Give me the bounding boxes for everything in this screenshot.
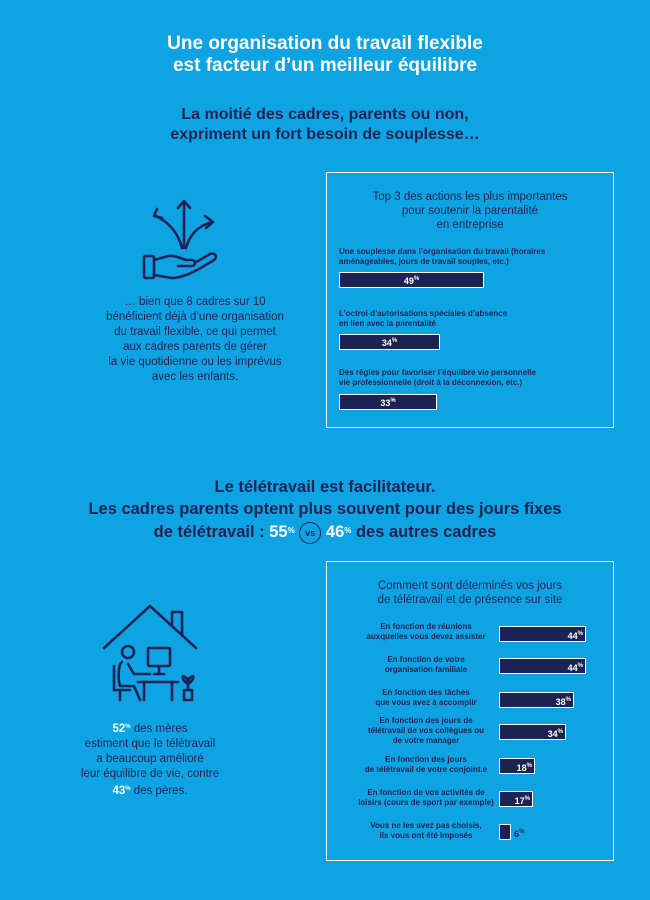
reason-label-line: En fonction des tâches: [382, 688, 470, 697]
reason-bar-value: [568, 628, 583, 643]
reason-bar-value: [556, 694, 571, 709]
percent-sign: %: [413, 276, 420, 282]
parents-value: 55: [269, 523, 288, 541]
reason-label-line: organisation familiale: [384, 665, 468, 674]
reason-value: 44: [567, 663, 578, 673]
box-title-line: de télétravail et de présence sur site: [377, 594, 563, 606]
headline-line-2: Les cadres parents optent plus souvent pour des jours fixes: [88, 500, 562, 518]
reason-label-line: Vous ne les avez pas choisis,: [370, 821, 482, 830]
action-bar-value: 49: [403, 276, 414, 286]
reason-label-5: [337, 755, 515, 775]
percent-sign: %: [577, 663, 583, 669]
percent-sign: %: [577, 631, 583, 637]
action-bar-3: [339, 394, 437, 410]
percent-sign: %: [526, 763, 532, 769]
percent-sign: %: [287, 526, 295, 535]
reason-label-line: En fonction des jours de: [379, 716, 473, 725]
page-title-line-1: Une organisation du travail flexible: [167, 33, 483, 54]
percent-sign: %: [344, 526, 352, 535]
percent-sign: %: [557, 729, 563, 735]
reason-bar-4: [499, 724, 566, 740]
reason-value: 6: [514, 829, 520, 839]
action-label-line: vie professionnelle (droit à la déconnexion, etc.): [339, 378, 523, 387]
reason-label-3: [337, 688, 515, 708]
reason-bar-1: [499, 626, 586, 642]
action-bar-2: [339, 334, 440, 350]
mothers-text: des mères: [130, 723, 188, 735]
fathers-value: 43: [112, 785, 126, 797]
teletravail-days-title: [327, 579, 613, 607]
reason-label-line: loisirs (cours de sport par exemple): [358, 798, 494, 807]
left-text-line: aux cadres parents de gérer: [123, 341, 267, 353]
others-percent: [326, 523, 351, 541]
left-text-line: avec les enfants.: [151, 371, 239, 383]
headline-prefix: de télétravail :: [153, 523, 270, 541]
reason-bar-value: [548, 726, 563, 741]
reason-label-line: de votre manager: [392, 736, 460, 745]
left-text-line: a beaucoup amélioré: [96, 753, 204, 765]
headline-suffix: des autres cadres: [351, 523, 497, 541]
home-office-worker-icon: [100, 600, 200, 702]
percent-sign: %: [390, 398, 396, 404]
left-text-block-1: [70, 295, 320, 385]
reason-label-line: télétravail de vos collègues ou: [367, 726, 485, 735]
box-title-line: en entreprise: [436, 219, 504, 231]
box-title-line: Comment sont déterminés vos jours: [377, 580, 563, 592]
percent-sign: %: [565, 697, 571, 703]
mothers-value: 52: [112, 723, 126, 735]
reason-bar-value: [517, 760, 532, 775]
left-text-line: leur équilibre de vie, contre: [80, 768, 220, 780]
reason-value: 17: [514, 796, 525, 806]
reason-label-line: ils vous ont été imposés: [379, 831, 473, 840]
percent-sign: %: [519, 829, 525, 835]
action-bar-1: [339, 272, 484, 288]
headline-line-3: [0, 520, 650, 544]
subtitle-line-2: expriment un fort besoin de souplesse…: [170, 126, 480, 143]
fathers-percent: [112, 785, 130, 797]
reason-label-2: [337, 655, 515, 675]
reason-bar-value: [515, 793, 530, 808]
action-label-1: [339, 247, 604, 267]
subtitle-line-1: La moitié des cadres, parents ou non,: [181, 106, 469, 123]
reason-bar-7: [499, 824, 511, 840]
left-text-line: estiment que le télétravail: [84, 738, 216, 750]
left-text-line: du travail flexible, ce qui permet: [114, 326, 276, 338]
fathers-line: [50, 782, 250, 799]
action-bar-value: 33: [380, 398, 391, 408]
parents-percent: [269, 523, 294, 541]
reason-label-line: En fonction de réunions: [380, 622, 472, 631]
action-label-line: aménageables, jours de travail souples, etc.): [339, 257, 509, 266]
action-label-line: en lien avec la parentalité: [339, 319, 436, 328]
left-text-line: bénéficient déjà d’une organisation: [106, 311, 284, 323]
reason-label-line: de télétravail de votre conjoint.e: [364, 765, 488, 774]
left-text-block-2: [50, 720, 250, 799]
percent-sign: %: [391, 338, 398, 344]
reason-bar-2: [499, 658, 586, 674]
teletravail-headline: [0, 476, 650, 544]
vs-badge: vs: [299, 522, 321, 544]
reason-bar-value-outside: [514, 824, 524, 842]
teletravail-days-box: [326, 561, 614, 861]
reason-label-line: En fonction de votre: [387, 655, 465, 664]
reason-bar-value: [568, 660, 583, 675]
reason-bar-5: [499, 758, 535, 774]
fathers-text: des pères.: [130, 785, 188, 797]
reason-value: 18: [516, 763, 527, 773]
reason-label-line: que vous avez à accomplir: [375, 698, 477, 707]
percent-sign: %: [524, 796, 530, 802]
top-actions-box: [326, 172, 614, 428]
page-title-line-2: est facteur d’un meilleur équilibre: [172, 55, 478, 76]
action-label-line: L’octroi d’autorisations spéciales d’absence: [339, 309, 508, 318]
action-label-2: [339, 309, 604, 329]
reason-bar-6: [499, 791, 533, 807]
reason-label-line: En fonction des jours: [385, 755, 467, 764]
reason-label-7: [337, 821, 515, 841]
action-label-line: Une souplesse dans l’organisation du travail (horaires: [339, 247, 546, 256]
box-title-line: pour soutenir la parentalité: [401, 205, 539, 217]
reason-label-line: En fonction de vos activités de: [367, 788, 485, 797]
left-text-line: la vie quotidienne ou les imprévus: [108, 356, 282, 368]
percent-sign: %: [125, 724, 131, 730]
reason-value: 34: [547, 729, 558, 739]
reason-label-6: [337, 788, 515, 808]
action-label-3: [339, 368, 604, 388]
reason-bar-3: [499, 692, 574, 708]
reason-label-line: auxquelles vous devez assister: [366, 632, 486, 641]
action-label-line: Des règles pour favoriser l’équilibre vie personnelle: [339, 368, 536, 377]
reason-label-1: [337, 622, 515, 642]
hand-with-arrows-icon: [138, 196, 224, 282]
percent-sign: %: [125, 786, 131, 792]
left-text-line: … bien que 8 cadres sur 10: [124, 296, 266, 308]
box-title-line: Top 3 des actions les plus importantes: [372, 191, 568, 203]
reason-value: 44: [567, 631, 578, 641]
mothers-percent: [112, 723, 130, 735]
mothers-line: [50, 720, 250, 737]
headline-line-1: Le télétravail est facilitateur.: [214, 478, 436, 496]
action-bar-value: 34: [381, 338, 392, 348]
top-actions-title: [327, 190, 613, 232]
subtitle: [0, 105, 650, 145]
reason-value: 38: [555, 697, 566, 707]
reason-label-4: [337, 716, 515, 746]
page-title: [0, 33, 650, 77]
others-value: 46: [325, 523, 345, 541]
